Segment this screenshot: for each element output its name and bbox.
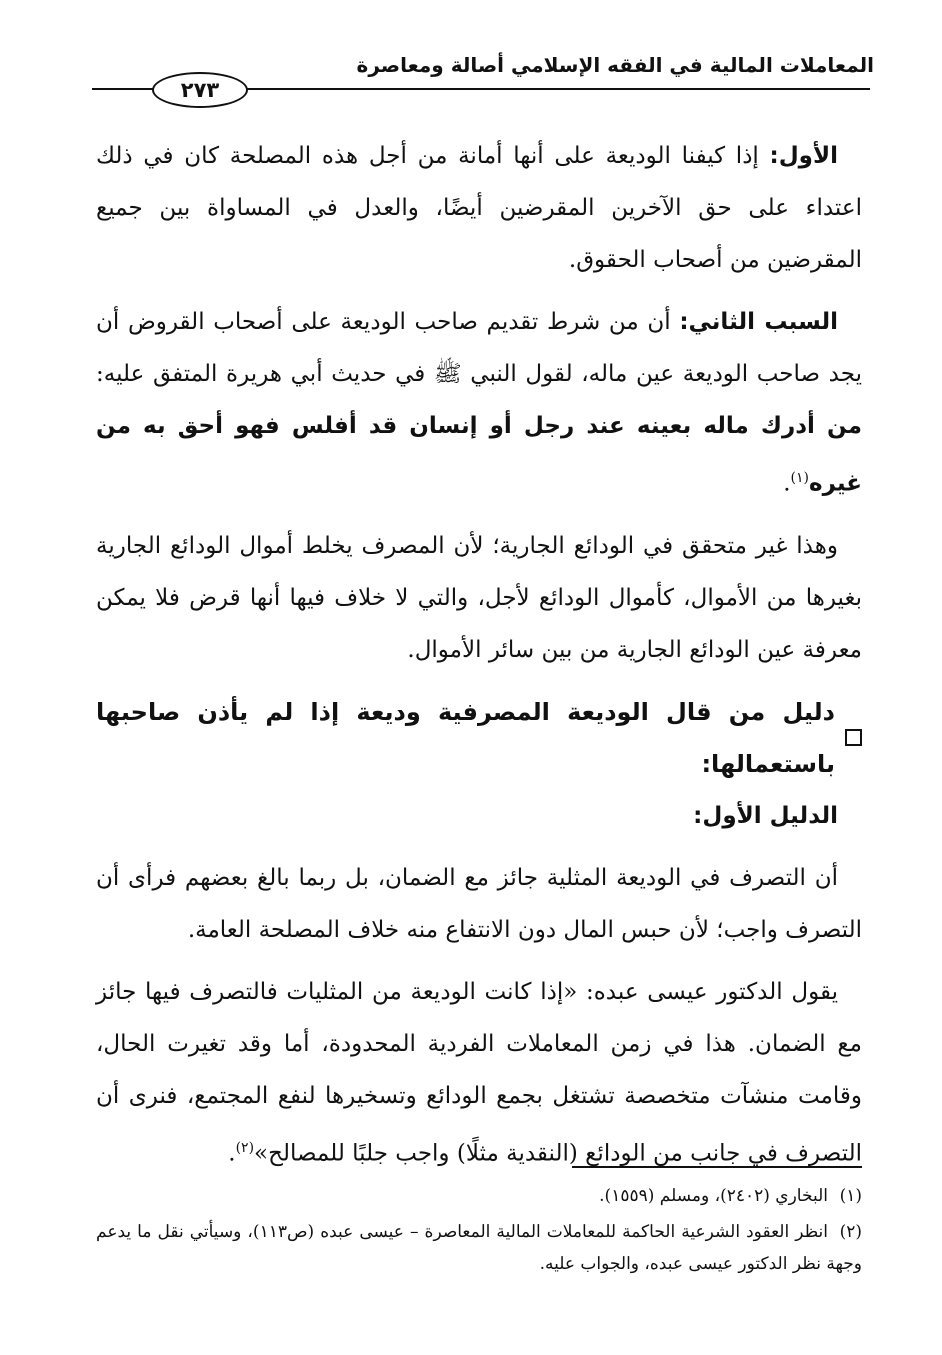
square-bullet-icon [845, 729, 862, 746]
footnote-text: البخاري (٢٤٠٢)، ومسلم (١٥٥٩). [599, 1186, 828, 1206]
paragraph-second-reason [96, 296, 862, 510]
paragraph-end: . [228, 1140, 236, 1167]
paragraph-lead: الأول: [769, 143, 838, 169]
running-title: المعاملات المالية في الفقه الإسلامي أصالة ومعاصرة [356, 53, 874, 77]
sub-heading: الدليل الأول: [693, 802, 838, 829]
paragraph-text: أن من شرط تقديم صاحب الوديعة على أصحاب القروض أن يجد صاحب الوديعة عين ماله، لقول النبي ﷺ في حديث أبي هريرة المتفق عليه: [96, 309, 862, 387]
paragraph-text: وهذا غير متحقق في الودائع الجارية؛ لأن المصرف يخلط أموال الودائع الجارية بغيرها من الأموال، كأموال الودائع لأجل، والتي لا خلاف فيها أنها قرض فلا يمكن معرفة عين الودائع الجارية من بين سائر الأموال. [96, 532, 862, 663]
footnote-text: انظر العقود الشرعية الحاكمة للمعاملات المالية المعاصرة – عيسى عبده (ص١١٣)، وسيأتي نقل ما يدعم وجهة نظر الدكتور عيسى عبده، والجواب عليه. [96, 1222, 862, 1274]
footnotes [96, 1180, 862, 1284]
paragraph-text: إذا كيفنا الوديعة على أنها أمانة من أجل هذه المصلحة كان في ذلك اعتداء على حق الآخرين المقرضين أيضًا، والعدل في المساواة بين جميع المقرضين من أصحاب الحقوق. [96, 143, 862, 273]
footnote-number: (٢) [839, 1222, 862, 1242]
footnote-1 [96, 1180, 862, 1212]
hadith-quote: من أدرك ماله بعينه عند رجل أو إنسان قد أفلس فهو أحق به من غيره [96, 413, 862, 497]
paragraph-first-reason [96, 130, 862, 286]
page-number: ٢٧٣ [152, 72, 248, 108]
main-text [96, 130, 862, 1189]
footnote-separator [572, 1166, 862, 1168]
paragraph-end: . [783, 470, 791, 497]
paragraph-text: يقول الدكتور عيسى عبده: «إذا كانت الوديعة من المثليات فالتصرف فيها جائز مع الضمان. هذا في زمن المعاملات الفردية المحدودة، أما وقد تغيرت الحال، وقامت منشآت متخصصة تشتغل بجمع الودائع وتسخيرها لنفع المجتمع، فنرى أن التصرف في جانب من الودائع (النقدية مثلًا) واجب جلبًا للمصالح» [96, 978, 862, 1167]
paragraph-text: أن التصرف في الوديعة المثلية جائز مع الضمان، بل ربما بالغ بعضهم فرأى أن التصرف واجب؛ لأن حبس المال دون الانتفاع منه خلاف المصلحة العامة. [96, 864, 862, 943]
paragraph-current-deposits [96, 520, 862, 676]
paragraph-first-evidence [96, 852, 862, 956]
footnote-2 [96, 1216, 862, 1280]
paragraph-quote-issa-abdo [96, 966, 862, 1180]
footnote-ref-2[interactable]: (٢) [235, 1139, 255, 1156]
footnote-ref-1[interactable]: (١) [790, 470, 809, 486]
footnote-number: (١) [839, 1186, 862, 1206]
paragraph-lead: السبب الثاني: [679, 309, 838, 335]
section-heading [96, 686, 862, 790]
section-heading-text: دليل من قال الوديعة المصرفية وديعة إذا لم يأذن صاحبها باستعمالها: [96, 697, 835, 778]
